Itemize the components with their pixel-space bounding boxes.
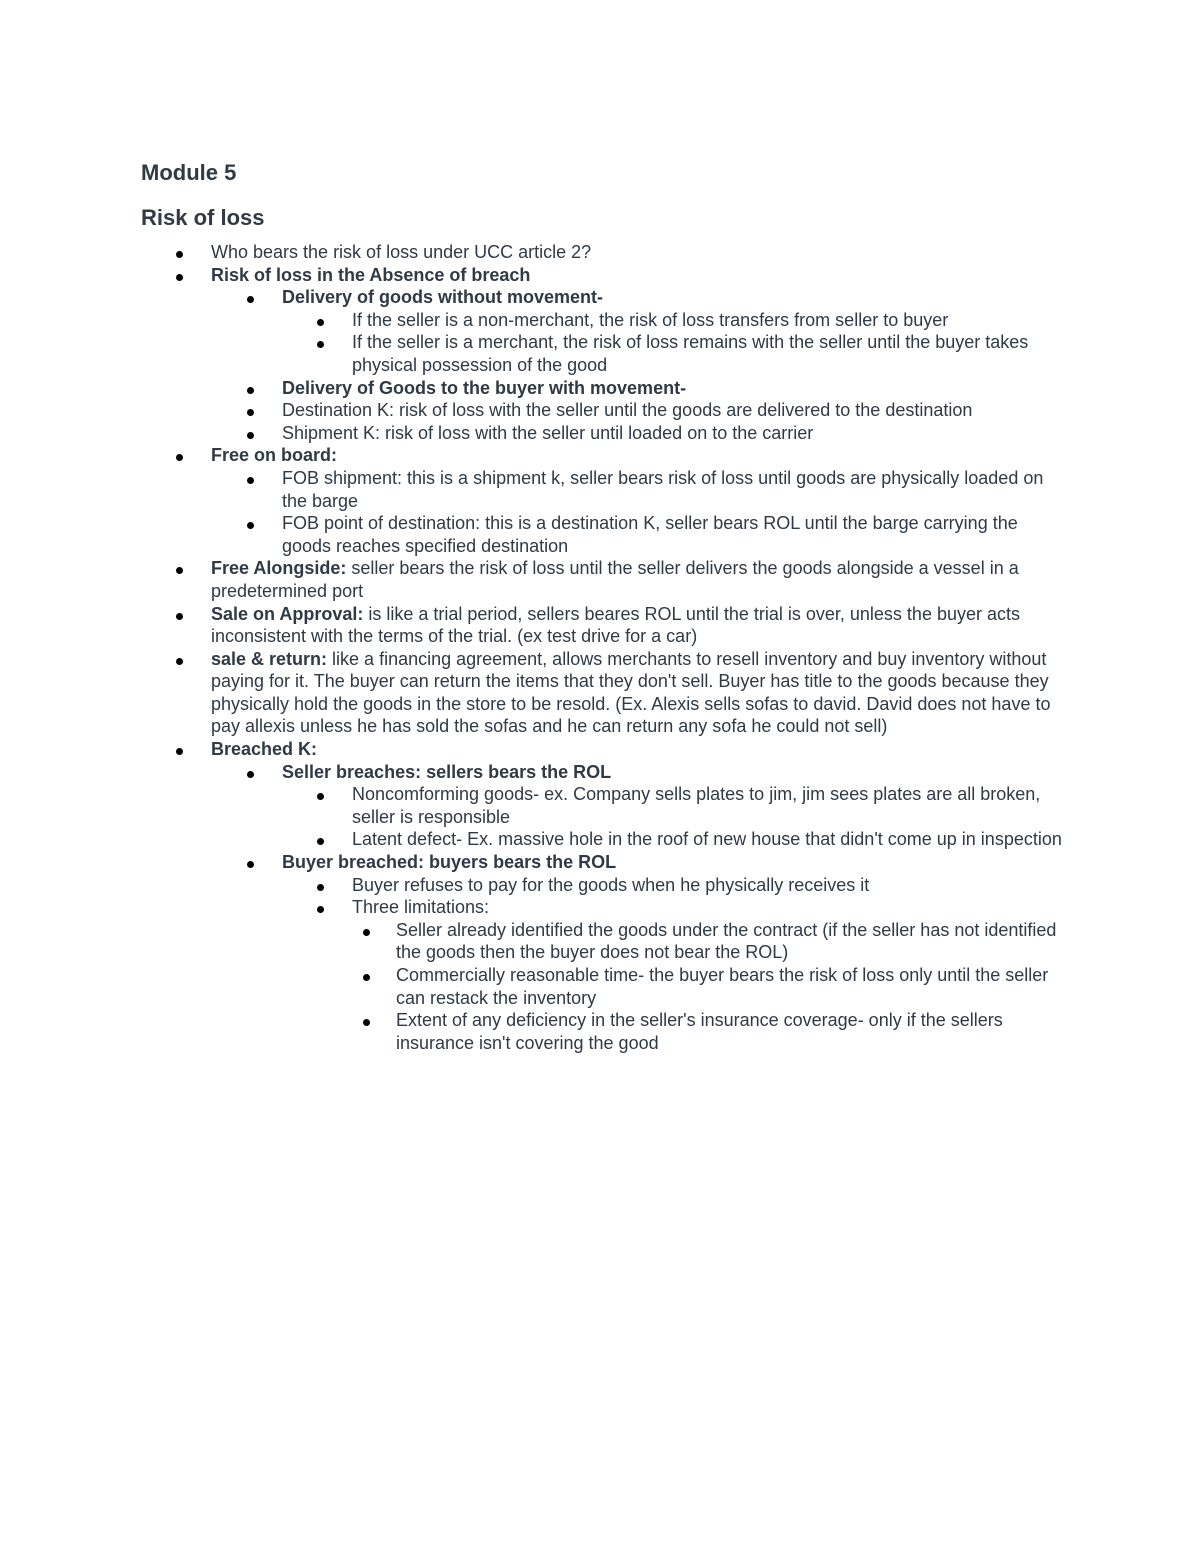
list-item xyxy=(141,874,1071,897)
item-text: Shipment K: risk of loss with the seller until loaded on to the carrier xyxy=(282,422,814,443)
list-item xyxy=(141,919,1071,964)
item-bold-label: sale & return: xyxy=(211,648,328,669)
item-text: Destination K: risk of loss with the seller until the goods are delivered to the destination xyxy=(282,400,973,421)
bullet-icon xyxy=(176,658,183,665)
item-text: If the seller is a non-merchant, the risk of loss transfers from seller to buyer xyxy=(352,309,949,330)
bullet-icon xyxy=(176,454,183,461)
list-item xyxy=(141,738,1071,761)
item-bold-label: Seller breaches: sellers bears the ROL xyxy=(282,761,612,782)
bullet-icon xyxy=(247,477,254,484)
bullet-icon xyxy=(176,567,183,574)
list-item xyxy=(141,896,1071,919)
item-text: Commercially reasonable time- the buyer bears the risk of loss only until the seller can restack the inventory xyxy=(396,965,1049,1008)
list-item xyxy=(141,1009,1071,1054)
item-text: Who bears the risk of loss under UCC article 2? xyxy=(211,242,592,262)
item-text: Buyer refuses to pay for the goods when he physically receives it xyxy=(352,874,870,895)
item-bold-label: Delivery of Goods to the buyer with movement- xyxy=(282,377,687,398)
bullet-icon xyxy=(317,793,324,800)
list-item xyxy=(141,331,1071,376)
bullet-icon xyxy=(363,974,370,981)
list-item xyxy=(141,557,1071,602)
item-text: like a financing agreement, allows merchants to resell inventory and buy inventory without paying for it. The buyer can return the items that they don't sell. Buyer has title to the goods because they physically hold the goods in the store to be resold. (Ex. Alexis sells sofas to david. David does not have to pay allexis unless he has sold the sofas and he can return any sofa he could not sell) xyxy=(211,648,1051,737)
item-bold-label: Free Alongside: xyxy=(211,558,347,579)
list-item xyxy=(141,377,1071,400)
item-text: FOB shipment: this is a shipment k, seller bears risk of loss until goods are physically loaded on the barge xyxy=(282,467,1044,511)
item-bold-label: Buyer breached: buyers bears the ROL xyxy=(282,852,617,873)
item-bold-label: Free on board: xyxy=(211,445,338,466)
module-title: Module 5 xyxy=(141,160,237,185)
item-bold-label: Risk of loss in the Absence of breach xyxy=(211,264,531,285)
list-item xyxy=(141,964,1071,1009)
list-item xyxy=(141,851,1071,874)
item-text: If the seller is a merchant, the risk of loss remains with the seller until the buyer takes physical possession of the good xyxy=(352,332,1029,375)
item-bold-label: Breached K: xyxy=(211,739,318,760)
list-item xyxy=(141,512,1071,557)
item-bold-label: Delivery of goods without movement- xyxy=(282,287,604,308)
topic-title: Risk of loss xyxy=(141,205,265,230)
item-text: Extent of any deficiency in the seller's insurance coverage- only if the sellers insurance isn't covering the good xyxy=(396,1010,1003,1053)
item-bold-label: Sale on Approval: xyxy=(211,603,364,624)
list-item xyxy=(141,761,1071,784)
list-item xyxy=(141,422,1071,445)
bullet-icon xyxy=(247,432,254,439)
list-item xyxy=(141,309,1071,332)
item-text: is like a trial period, sellers beares ROL until the trial is over, unless the buyer acts inconsistent with the terms of the trial. (ex test drive for a car) xyxy=(211,603,1020,647)
bullet-icon xyxy=(317,838,324,845)
list-item xyxy=(141,444,1071,467)
list-item xyxy=(141,264,1071,287)
list-item xyxy=(141,241,1071,264)
notes-list xyxy=(141,241,1071,1054)
bullet-icon xyxy=(247,522,254,529)
item-text: seller bears the risk of loss until the seller delivers the goods alongside a vessel in a predetermined port xyxy=(211,558,1019,601)
list-item xyxy=(141,603,1071,648)
bullet-icon xyxy=(176,748,183,755)
bullet-icon xyxy=(363,929,370,936)
bullet-icon xyxy=(247,387,254,394)
bullet-icon xyxy=(247,409,254,416)
list-item xyxy=(141,828,1071,851)
bullet-icon xyxy=(247,296,254,303)
list-item xyxy=(141,648,1071,738)
list-item xyxy=(141,783,1071,828)
bullet-icon xyxy=(363,1019,370,1026)
list-item xyxy=(141,399,1071,422)
list-item xyxy=(141,467,1071,512)
bullet-icon xyxy=(317,884,324,891)
item-text: Three limitations: xyxy=(352,897,490,918)
bullet-icon xyxy=(247,861,254,868)
bullet-icon xyxy=(247,771,254,778)
list-item xyxy=(141,286,1071,309)
bullet-icon xyxy=(317,341,324,348)
item-text: FOB point of destination: this is a destination K, seller bears ROL until the barge carrying the goods reaches specified destination xyxy=(282,513,1018,556)
item-text: Seller already identified the goods under the contract (if the seller has not identified the goods then the buyer does not bear the ROL) xyxy=(396,919,1057,963)
bullet-icon xyxy=(176,251,183,258)
bullet-icon xyxy=(317,319,324,326)
document-page xyxy=(141,158,1071,1054)
bullet-icon xyxy=(176,274,183,281)
bullet-icon xyxy=(317,906,324,913)
item-text: Noncomforming goods- ex. Company sells plates to jim, jim sees plates are all broken, seller is responsible xyxy=(352,784,1041,827)
bullet-icon xyxy=(176,613,183,620)
item-text: Latent defect- Ex. massive hole in the roof of new house that didn't come up in inspection xyxy=(352,829,1062,850)
